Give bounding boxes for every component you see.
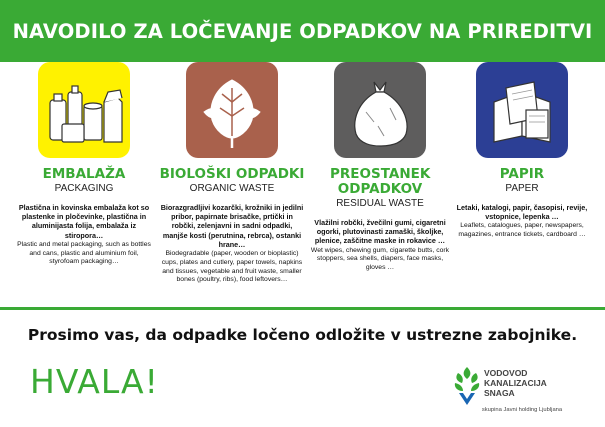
category-description-en: Plastic and metal packaging, such as bottles and cans, plastic and aluminium foil, styrofoam packaging… (17, 240, 151, 266)
category-subtitle: RESIDUAL WASTE (336, 198, 424, 209)
category-title: PAPIR (499, 166, 545, 182)
paper-icon (476, 62, 568, 158)
logo-line: KANALIZACIJA (484, 378, 547, 388)
page-title: NAVODILO ZA LOČEVANJE ODPADKOV NA PRIREDITVI (12, 19, 593, 43)
category-subtitle: ORGANIC WASTE (189, 183, 275, 194)
packaging-icon (38, 62, 130, 158)
category-description-si: Vlažilni robčki, žvečilni gumi, cigaretni ogorki, plutovinasti zamaški, školjke, plenice, zaščitne maske in rokavice … (314, 218, 446, 246)
category-description-si: Letaki, katalogi, papir, časopisi, revije, vstopnice, lepenka … (456, 203, 588, 222)
category-description-en: Leaflets, catalogues, paper, newspapers, magazines, entrance tickets, cardboard … (458, 222, 586, 239)
category-title: BIOLOŠKI ODPADKI (159, 166, 305, 182)
company-logo (452, 365, 592, 415)
category-description-si: Plastična in kovinska embalaža kot so plastenke in pločevinke, plastična in aluminijasta folija, embalaža iz stiropora… (18, 203, 150, 240)
category-subtitle: PAPER (505, 183, 539, 194)
category-packaging (14, 62, 154, 267)
category-subtitle: PACKAGING (54, 183, 114, 194)
category-description-en: Biodegradable (paper, wooden or bioplastic) cups, plates and cutlery, paper towels, napkins and tissues, vegetable and fruit waste, smaller bones (poultry, ribs), food leftovers… (161, 250, 303, 284)
section-divider (0, 307, 605, 310)
category-paper (452, 62, 592, 240)
logo-subtitle: skupina Javni holding Ljubljana (481, 407, 563, 413)
category-description-en: Wet wipes, chewing gum, cigarette butts, cork stoppers, sea shells, diapers, face masks, gloves … (310, 246, 450, 272)
logo-line: VODOVOD (484, 368, 528, 378)
instruction-text: Prosimo vas, da odpadke ločeno odložite v ustrezne zabojnike. (27, 326, 578, 344)
category-title: PREOSTANEK ODPADKOV (330, 166, 431, 197)
trash-bag-icon (334, 62, 426, 158)
thanks-text: HVALA! (30, 362, 159, 401)
header-banner (0, 0, 605, 62)
leaf-icon (186, 62, 278, 158)
logo-line: SNAGA (484, 388, 515, 398)
category-title: EMBALAŽA (42, 166, 126, 182)
category-description-si: Biorazgradljivi kozarčki, krožniki in jedilni pribor, papirnate brisačke, prtički in robčki, zelenjavni in sadni odpadki, manjše kosti (perutnina, rebrca), ostanki hrane… (160, 203, 304, 249)
category-organic (159, 62, 305, 285)
logo-mark-icon (452, 365, 482, 407)
logo-text (484, 368, 547, 398)
category-residual (310, 62, 450, 273)
